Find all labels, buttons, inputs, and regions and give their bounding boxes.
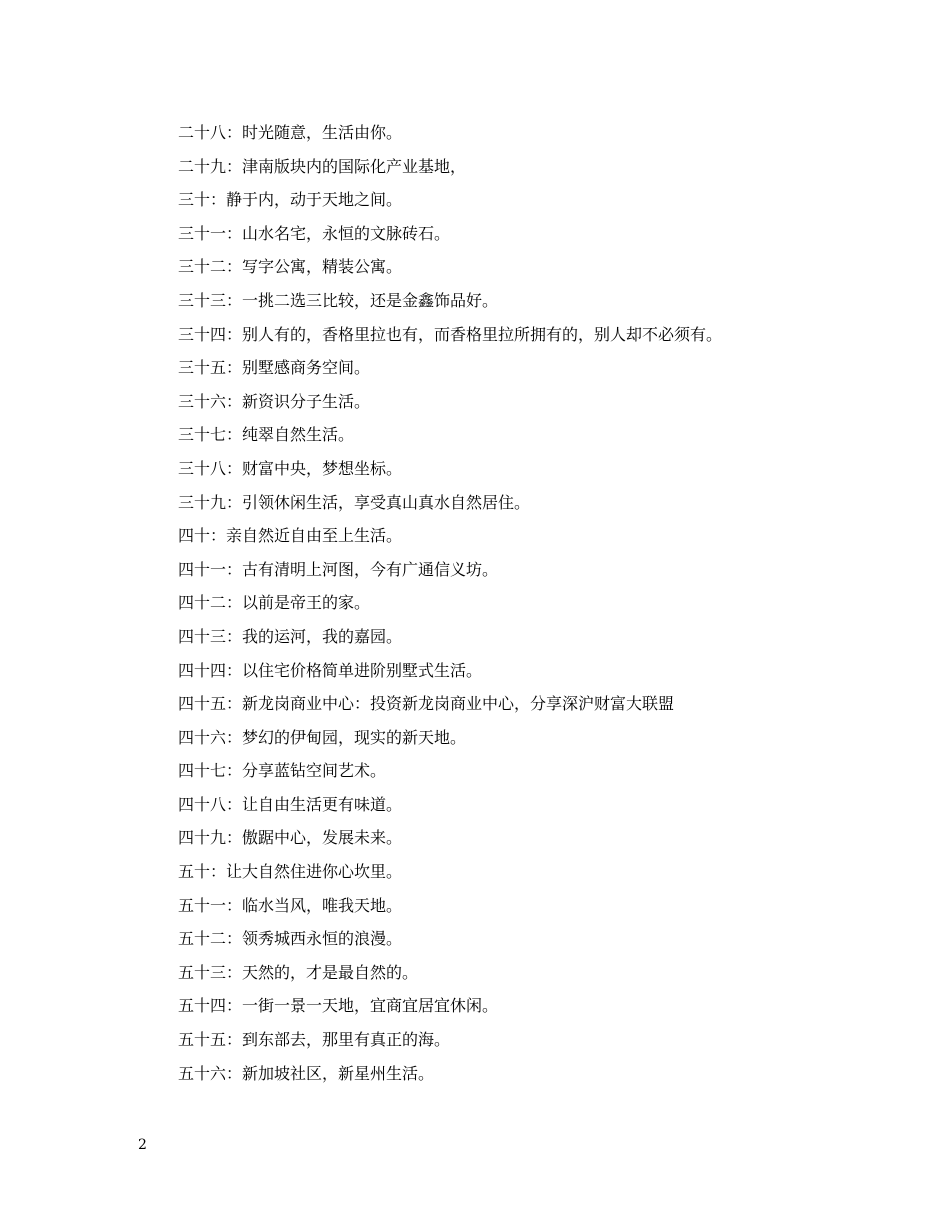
slogan-line: 二十九：津南版块内的国际化产业基地， bbox=[178, 156, 467, 176]
slogan-line: 三十九：引领休闲生活，享受真山真水自然居住。 bbox=[178, 492, 531, 512]
slogan-line: 四十四：以住宅价格简单进阶别墅式生活。 bbox=[178, 660, 483, 680]
slogan-line: 三十二：写字公寓，精装公寓。 bbox=[178, 257, 403, 277]
slogan-line: 三十一：山水名宅，永恒的文脉砖石。 bbox=[178, 223, 451, 243]
slogan-line: 三十六：新资识分子生活。 bbox=[178, 391, 371, 411]
slogan-line: 五十：让大自然住进你心坎里。 bbox=[178, 862, 403, 882]
slogan-line: 四十二：以前是帝王的家。 bbox=[178, 593, 371, 613]
slogan-line: 三十四：别人有的，香格里拉也有，而香格里拉所拥有的，别人却不必须有。 bbox=[178, 324, 723, 344]
page-number: 2 bbox=[138, 1137, 147, 1153]
slogan-line: 四十一：古有清明上河图，今有广通信义坊。 bbox=[178, 559, 499, 579]
slogan-line: 四十七：分享蓝钻空间艺术。 bbox=[178, 761, 387, 781]
slogan-line: 四十：亲自然近自由至上生活。 bbox=[178, 526, 403, 546]
slogan-line: 四十九：傲踞中心，发展未来。 bbox=[178, 828, 403, 848]
slogan-line: 五十五：到东部去，那里有真正的海。 bbox=[178, 1030, 451, 1050]
slogan-line: 五十六：新加坡社区，新星州生活。 bbox=[178, 1063, 435, 1083]
slogan-line: 四十八：让自由生活更有味道。 bbox=[178, 794, 403, 814]
slogan-line: 五十一：临水当风，唯我天地。 bbox=[178, 895, 403, 915]
slogan-line: 五十三：天然的，才是最自然的。 bbox=[178, 962, 419, 982]
slogan-line: 三十：静于内，动于天地之间。 bbox=[178, 190, 403, 210]
slogan-line: 三十七：纯翠自然生活。 bbox=[178, 425, 355, 445]
slogan-line: 五十四：一街一景一天地，宜商宜居宜休闲。 bbox=[178, 996, 499, 1016]
slogan-list bbox=[178, 116, 878, 1090]
slogan-line: 三十五：别墅感商务空间。 bbox=[178, 358, 371, 378]
slogan-line: 四十三：我的运河，我的嘉园。 bbox=[178, 626, 403, 646]
slogan-line: 五十二：领秀城西永恒的浪漫。 bbox=[178, 929, 403, 949]
slogan-line: 三十三：一挑二选三比较，还是金鑫饰品好。 bbox=[178, 290, 499, 310]
slogan-line: 四十六：梦幻的伊甸园，现实的新天地。 bbox=[178, 727, 467, 747]
slogan-line: 二十八：时光随意，生活由你。 bbox=[178, 123, 403, 142]
slogan-line: 三十八：财富中央，梦想坐标。 bbox=[178, 458, 403, 478]
slogan-line: 四十五：新龙岗商业中心：投资新龙岗商业中心，分享深沪财富大联盟 bbox=[178, 694, 675, 714]
